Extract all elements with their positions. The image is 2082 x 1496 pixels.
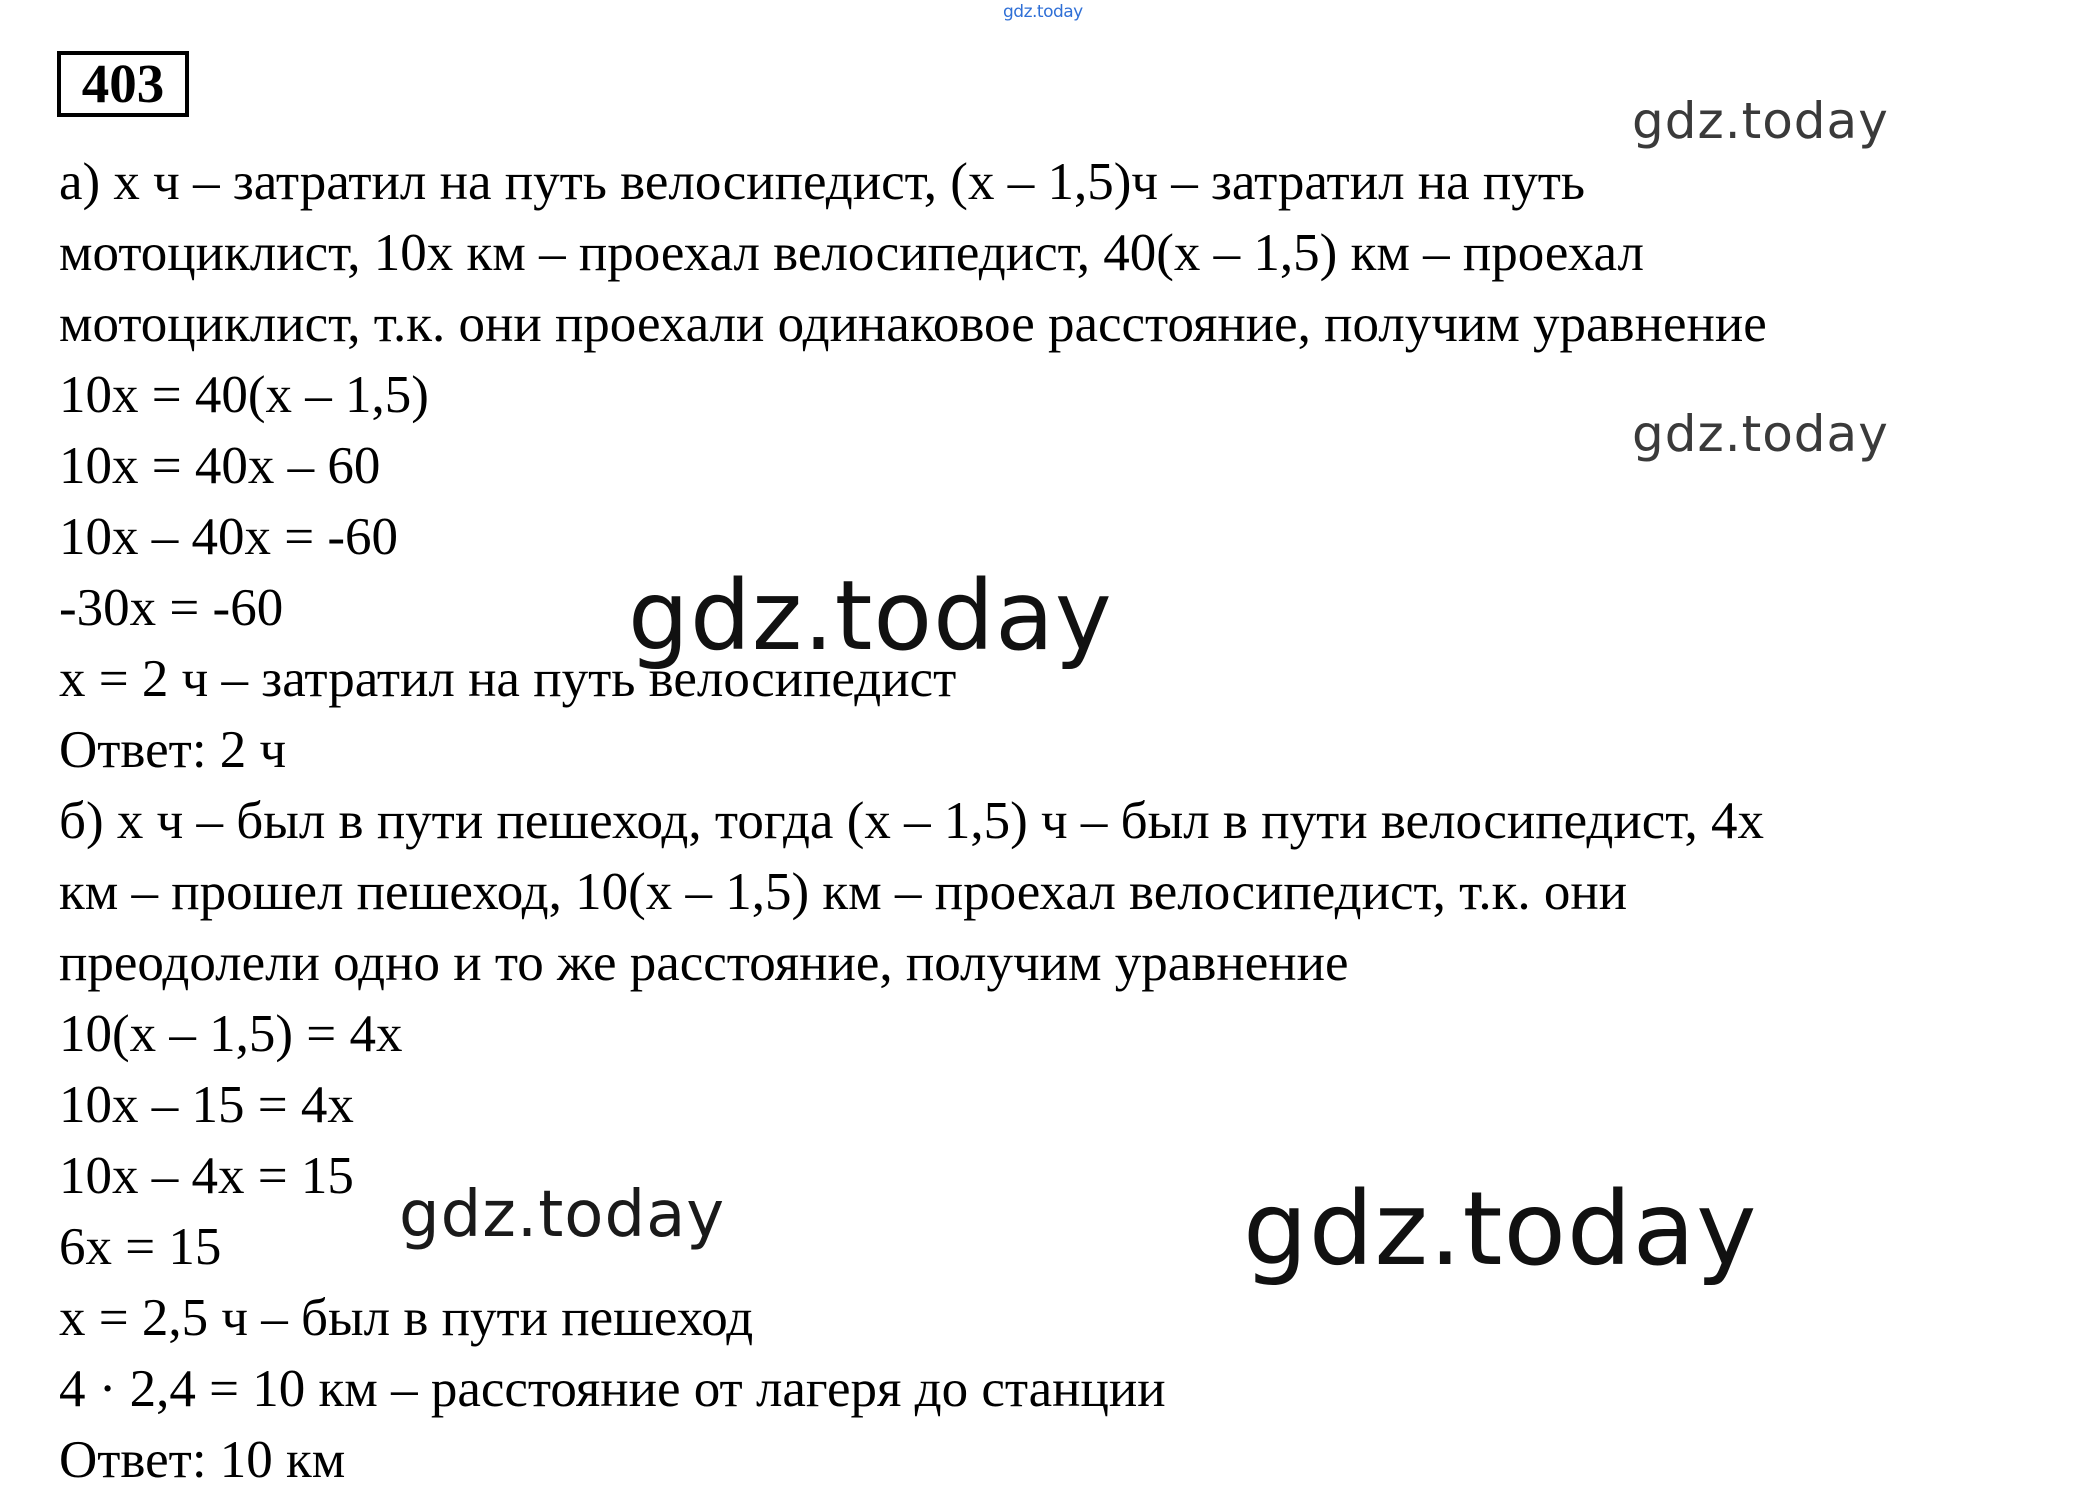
solution-line: х = 2,5 ч – был в пути пешеход <box>59 1289 754 1347</box>
solution-line: 4 · 2,4 = 10 км – расстояние от лагеря до станции <box>59 1360 1166 1418</box>
watermark-right-middle: gdz.today <box>1632 405 1889 463</box>
solution-line: мотоциклист, т.к. они проехали одинаковое расстояние, получим уравнение <box>59 295 1767 353</box>
top-watermark: gdz.today <box>1003 2 1083 22</box>
task-number-box: 403 <box>57 51 189 117</box>
answer-line: Ответ: 10 км <box>59 1431 346 1489</box>
solution-line: преодолели одно и то же расстояние, получим уравнение <box>59 934 1349 992</box>
equation-line: -30х = -60 <box>59 579 284 637</box>
solution-line: б) х ч – был в пути пешеход, тогда (х – 1,5) ч – был в пути велосипедист, 4х <box>59 792 1764 850</box>
equation-line: 10х – 15 = 4х <box>59 1076 354 1134</box>
watermark-bottom-left: gdz.today <box>399 1178 726 1252</box>
equation-line: 10(х – 1,5) = 4х <box>59 1005 403 1063</box>
solution-line: мотоциклист, 10х км – проехал велосипедист, 40(х – 1,5) км – проехал <box>59 224 1644 282</box>
watermark-right-top: gdz.today <box>1632 92 1889 150</box>
solution-line: х = 2 ч – затратил на путь велосипедист <box>59 650 957 708</box>
watermark-bottom-right: gdz.today <box>1243 1170 1758 1289</box>
equation-line: 6х = 15 <box>59 1218 222 1276</box>
solution-line: а) х ч – затратил на путь велосипедист, (х – 1,5)ч – затратил на путь <box>59 153 1586 211</box>
solution-line: км – прошел пешеход, 10(х – 1,5) км – проехал велосипедист, т.к. они <box>59 863 1628 921</box>
watermark-center: gdz.today <box>628 560 1113 672</box>
equation-line: 10х – 40х = -60 <box>59 508 399 566</box>
solution-text <box>59 147 2049 1496</box>
equation-line: 10х = 40х – 60 <box>59 437 381 495</box>
answer-line: Ответ: 2 ч <box>59 721 287 779</box>
equation-line: 10х – 4х = 15 <box>59 1147 354 1205</box>
equation-line: 10х = 40(х – 1,5) <box>59 366 429 424</box>
